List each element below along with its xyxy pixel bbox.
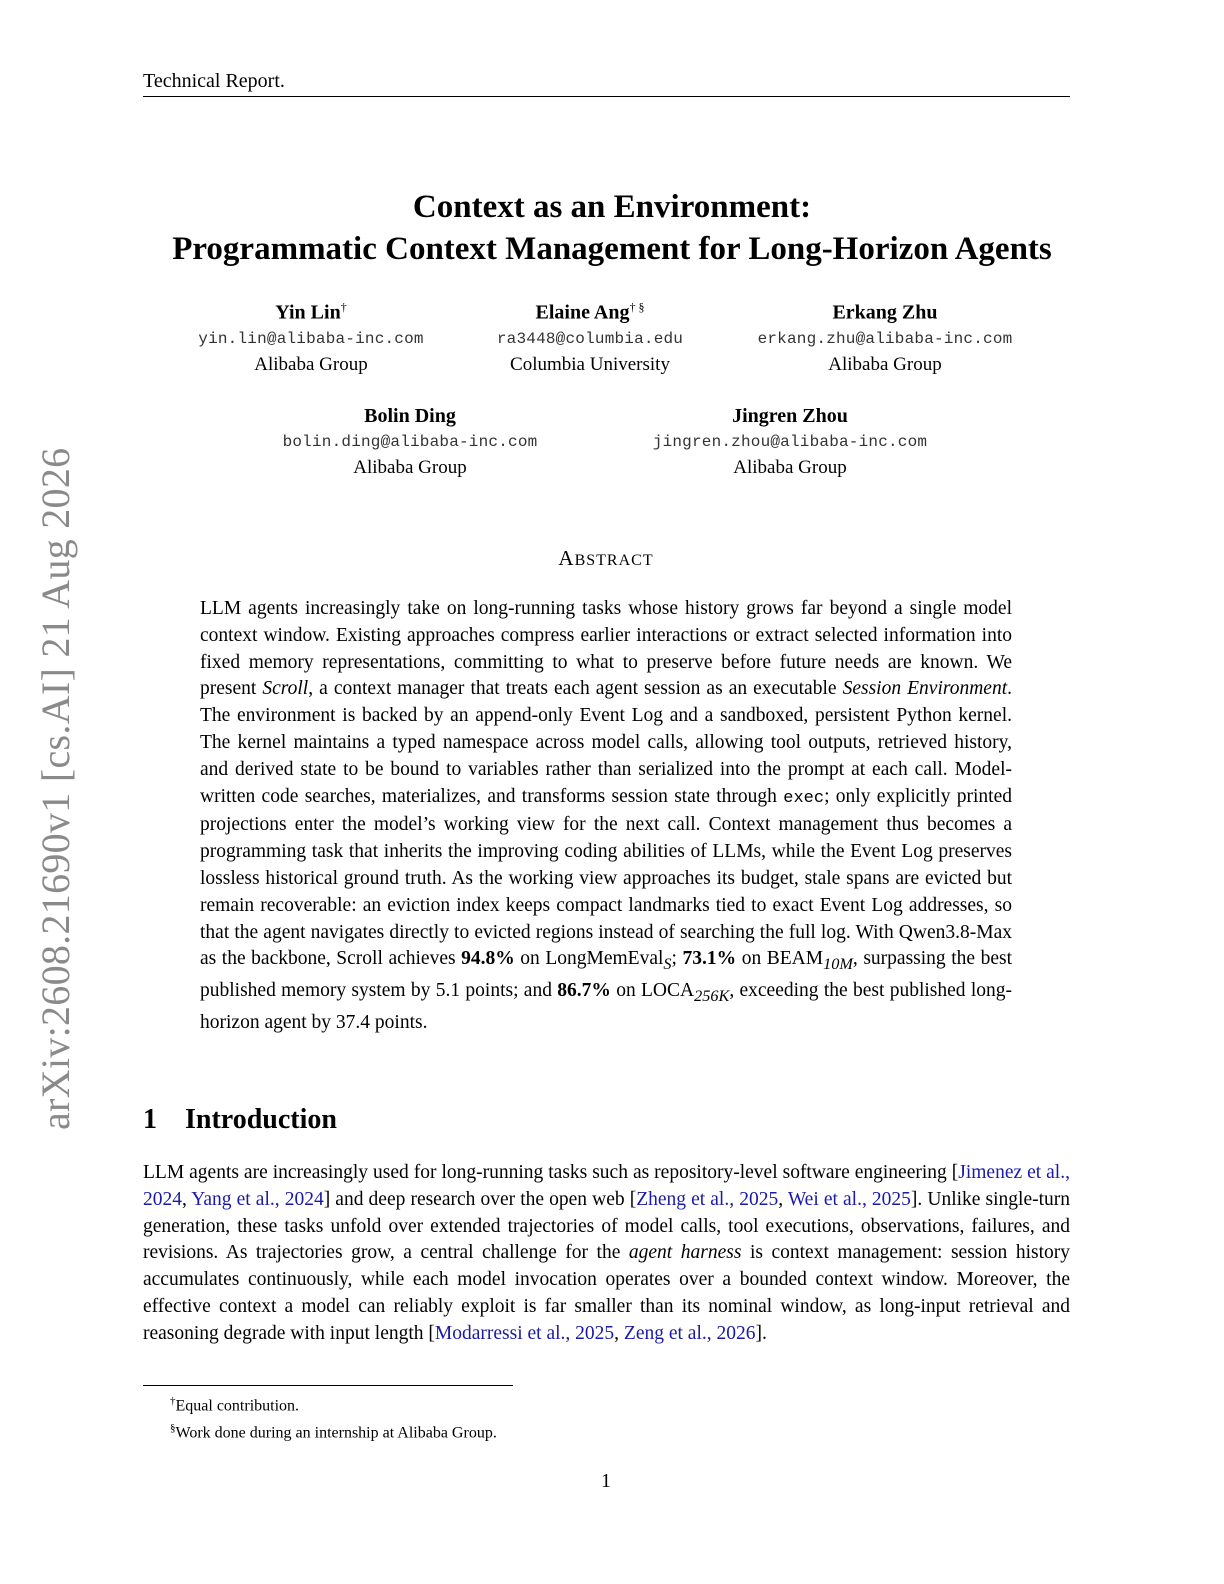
author-mark: † — [340, 300, 347, 314]
author-affiliation: Alibaba Group — [353, 457, 467, 478]
footnote: §Work done during an internship at Alibaba Group. — [170, 1422, 497, 1442]
header-rule — [143, 96, 1070, 97]
author-block — [440, 294, 740, 378]
author-block — [161, 294, 461, 378]
author-name: Erkang Zhu — [832, 301, 938, 324]
author-affiliation: Columbia University — [510, 353, 670, 375]
section-heading-introduction: 1 Introduction — [143, 1104, 337, 1135]
author-affiliation: Alibaba Group — [254, 353, 368, 375]
author-block — [620, 403, 960, 481]
footnote-rule — [143, 1385, 513, 1386]
author-block — [720, 294, 1050, 378]
citation-link[interactable]: Modarressi et al., 2025 — [434, 1322, 615, 1344]
author-name: Yin Lin — [275, 301, 341, 324]
author-name: Bolin Ding — [364, 405, 456, 427]
author-affiliation: Alibaba Group — [828, 353, 942, 375]
citation-link[interactable]: Jimenez et al., 2024 — [143, 1162, 1070, 1210]
abstract-text: LLM agents increasingly take on long-running tasks whose history grows far beyond a single model context window. Existing approaches compress earlier interactions or extract selected information into fixed memory representations, committing to what to preserve before future needs are known. We present Scroll, a context manager that treats each agent session as an executable Session Environment. The environment is backed by an append-only Event Log and a sandboxed, persistent Python kernel. The kernel maintains a typed namespace across model calls, allowing tool outputs, retrieved history, and derived state to be bound to variables rather than serialized into the prompt at each call. Model-written code searches, materializes, and transforms session state through exec; only explicitly printed projections enter the model’s working view for the next call. Context management thus becomes a programming task that inherits the improving coding abilities of LLMs, while the Event Log preserves lossless historical ground truth. As the working view approaches its budget, stale spans are evicted but remain recoverable: an eviction index keeps compact landmarks tied to exact Event Log addresses, so that the agent navigates directly to evicted regions instead of searching the full log. With Qwen3.8-Max as the backbone, Scroll achieves 94.8% on LongMemEval$_S$; 73.1% on $BEAM_{10M}$, surpassing the best published memory system by 5.1 points; and 86.7% on $LOCA_{256K}$, exceeding the best published long-horizon agent by 37.4 points. — [200, 598, 1013, 1033]
author-mark: † § — [629, 300, 645, 314]
introduction-text: LLM agents are increasingly used for long-running tasks such as repository-level software engineering [Jimenez et al., 2024, Yang et al., 2024] and deep research over the open web [Zheng et al., 2025, Wei et al., 2025]. Unlike single-turn generation, these tasks unfold over extended trajectories of model calls, tool executions, observations, failures, and revisions. As trajectories grow, a central challenge for the agent harness is context management: session history accumulates continuously, while each model invocation operates over a bounded context window. Moreover, the effective context a model can reliably exploit is far smaller than its nominal window, as long-input retrieval and reasoning degrade with input length [Modarressi et al., 2025, Zeng et al., 2026]. — [143, 1162, 1071, 1344]
author-email[interactable]: jingren.zhou@alibaba-inc.com — [652, 433, 928, 451]
footnote: †Equal contribution. — [170, 1395, 300, 1415]
title-line-1: Context as an Environment: — [412, 189, 812, 225]
paper-title — [100, 186, 1124, 270]
author-email[interactable]: ra3448@columbia.edu — [496, 329, 684, 348]
author-email[interactable]: bolin.ding@alibaba-inc.com — [282, 433, 538, 451]
author-name: Elaine Ang — [535, 301, 630, 324]
author-email[interactable]: erkang.zhu@alibaba-inc.com — [757, 329, 1013, 348]
footnotes — [170, 1390, 497, 1445]
author-email[interactable]: yin.lin@alibaba-inc.com — [198, 329, 424, 348]
arxiv-sidebar-stamp: arXiv:2608.21690v1 [cs.AI] 21 Aug 2026 — [33, 447, 78, 1130]
author-name: Jingren Zhou — [732, 405, 848, 427]
author-block — [250, 403, 570, 481]
title-line-2: Programmatic Context Management for Long-Horizon Agents — [172, 231, 1052, 267]
author-affiliation: Alibaba Group — [733, 457, 847, 478]
code-exec: exec — [783, 788, 825, 808]
running-header: Technical Report. — [143, 70, 285, 92]
citation-link[interactable]: Yang et al., 2024 — [191, 1188, 324, 1210]
citation-link[interactable]: Zheng et al., 2025 — [636, 1188, 779, 1210]
citation-link[interactable]: Zeng et al., 2026 — [623, 1322, 756, 1344]
abstract-heading: ABSTRACT — [558, 546, 654, 570]
citation-link[interactable]: Wei et al., 2025 — [787, 1188, 911, 1210]
page-number: 1 — [601, 1470, 611, 1492]
